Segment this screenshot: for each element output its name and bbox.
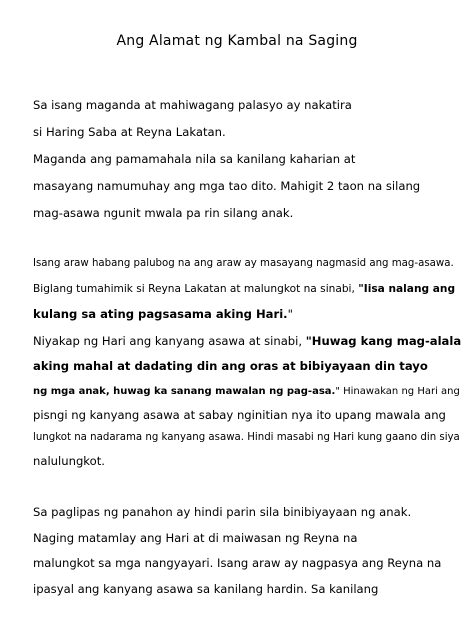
text-bold-quote: "Huwag kang mag-alala: [305, 334, 462, 348]
text-line: lungkot na nadarama ng kanyang asawa. Hindi masabi ng Hari kung gaano din siya: [33, 432, 460, 443]
text-line: nalulungkot.: [33, 454, 105, 468]
text-line: [33, 334, 461, 348]
text-line: pisngi ng kanyang asawa at sabay nginitian nya ito upang mawala ang: [33, 408, 446, 422]
text-plain: Niyakap ng Hari ang kanyang asawa at sinabi,: [33, 334, 306, 348]
text-bold-quote: kulang sa ating pagsasama aking Hari.: [33, 307, 288, 321]
text-line: Sa isang maganda at mahiwagang palasyo ay nakatira: [33, 98, 352, 112]
text-line: Maganda ang pamamahala nila sa kanilang kaharian at: [33, 152, 356, 166]
text-line: Isang araw habang palubog na ang araw ay masayang nagmasid ang mag-asawa.: [33, 258, 454, 269]
text-line: ipasyal ang kanyang asawa sa kanilang hardin. Sa kanilang: [33, 582, 379, 596]
text-line: masayang namumuhay ang mga tao dito. Mahigit 2 taon na silang: [33, 179, 421, 193]
text-line: [33, 385, 460, 399]
text-line: [33, 307, 293, 321]
text-line-bold: aking mahal at dadating din ang oras at bibiyayaan din tayo: [33, 359, 428, 373]
document-title: Ang Alamat ng Kambal na Saging: [116, 33, 358, 49]
text-line: si Haring Saba at Reyna Lakatan.: [33, 125, 226, 139]
text-plain: ": [287, 307, 293, 321]
text-plain: " Hinawakan ng Hari ang: [335, 386, 460, 397]
text-plain: Biglang tumahimik si Reyna Lakatan at malungkot na sinabi,: [33, 283, 359, 295]
text-line: malungkot sa mga nangyayari. Isang araw ay nagpasya ang Reyna na: [33, 556, 442, 570]
text-bold-quote: ng mga anak, huwag ka sanang mawalan ng pag-asa.: [33, 386, 336, 397]
text-line: [33, 282, 455, 296]
text-line: Sa paglipas ng panahon ay hindi parin sila binibiyayaan ng anak.: [33, 505, 412, 519]
text-bold-quote: "Iisa nalang ang: [358, 283, 456, 295]
text-line: Naging matamlay ang Hari at di maiwasan ng Reyna na: [33, 531, 358, 545]
text-line: mag-asawa ngunit mwala pa rin silang anak.: [33, 206, 294, 220]
